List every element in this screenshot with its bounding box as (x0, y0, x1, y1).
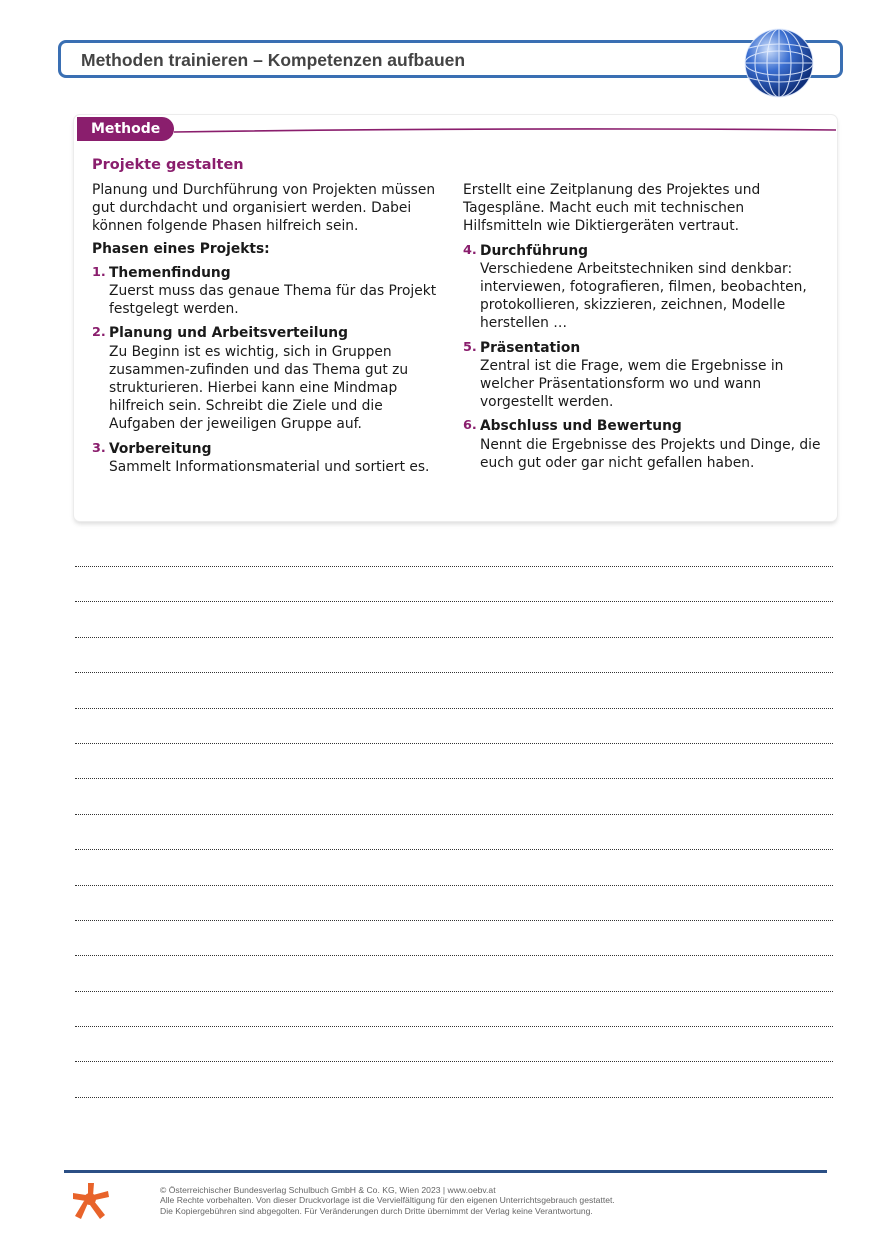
phase-text: Zu Beginn ist es wichtig, sich in Gruppen zusammen-zufinden und das Thema gut zu strukturieren. Hierbei kann eine Mindmap hilfreich sein. Schreibt die Ziele und die Aufgaben der jeweiligen Gruppe auf. (109, 343, 409, 433)
page-header (58, 40, 843, 78)
phase-number: 6. (463, 418, 477, 434)
globe-icon (742, 26, 816, 100)
writing-line[interactable] (75, 814, 833, 815)
phase-number: 2. (92, 325, 106, 341)
phase-text: Zentral ist die Frage, wem die Ergebnisse in welcher Präsentationsform wo und wann vorgestellt werden. (480, 357, 784, 411)
phase-number: 4. (463, 242, 477, 258)
phase-title: Durchführung (480, 242, 589, 259)
publisher-logo-icon (71, 1181, 111, 1221)
phase-text: Sammelt Informationsmaterial und sortiert es. (109, 458, 430, 475)
writing-line[interactable] (75, 920, 833, 921)
method-title: Projekte gestalten (92, 157, 244, 173)
writing-line[interactable] (75, 672, 833, 673)
footer-rule (64, 1170, 827, 1173)
phase-item (92, 264, 452, 319)
writing-lines (75, 566, 833, 1132)
footer-text (160, 1185, 615, 1216)
phase-item (92, 440, 452, 476)
phase-number: 1. (92, 264, 106, 280)
continuation-text: Erstellt eine Zeitplanung des Projektes und Tagespläne. Macht euch mit technischen Hilfsmitteln wie Diktiergeräten vertraut. (463, 182, 761, 235)
phase-title: Planung und Arbeitsverteilung (109, 325, 348, 342)
phase-title: Themenfindung (109, 264, 231, 281)
writing-line[interactable] (75, 566, 833, 567)
writing-line[interactable] (75, 849, 833, 850)
phase-item (463, 339, 823, 412)
writing-line[interactable] (75, 743, 833, 744)
phase-number: 3. (92, 440, 106, 456)
method-tag: Methode (77, 117, 174, 141)
phase-item (92, 324, 452, 433)
phase-title: Abschluss und Bewertung (480, 418, 682, 435)
method-box (74, 115, 837, 521)
intro-text: Planung und Durchführung von Projekten müssen gut durchdacht und organisiert werden. Dabei können folgende Phasen hilfreich sein. (92, 182, 436, 235)
writing-line[interactable] (75, 991, 833, 992)
phase-text: Verschiedene Arbeitstechniken sind denkbar: interviewen, fotografieren, filmen, beobachten, protokollieren, skizzieren, zeichnen, Modelle herstellen … (480, 260, 807, 332)
phase-item (463, 417, 823, 472)
left-column (92, 181, 452, 482)
writing-line[interactable] (75, 637, 833, 638)
phase-title: Vorbereitung (109, 440, 212, 457)
right-column (463, 181, 823, 478)
writing-line[interactable] (75, 1026, 833, 1027)
phase-title: Präsentation (480, 339, 581, 356)
header-title: Methoden trainieren – Kompetenzen aufbauen (81, 50, 466, 70)
writing-line[interactable] (75, 885, 833, 886)
phase-text: Nennt die Ergebnisse des Projekts und Dinge, die euch gut oder gar nicht gefallen haben. (480, 436, 821, 471)
footer-line: © Österreichischer Bundesverlag Schulbuch GmbH & Co. KG, Wien 2023 | www.oebv.at (160, 1185, 496, 1195)
footer-line: Alle Rechte vorbehalten. Von dieser Druckvorlage ist die Vervielfältigung für den eigenen Unterrichtsgebrauch gestattet. (160, 1195, 615, 1206)
writing-line[interactable] (75, 601, 833, 602)
phase-item (463, 242, 823, 333)
writing-line[interactable] (75, 708, 833, 709)
writing-line[interactable] (75, 1061, 833, 1062)
writing-line[interactable] (75, 1097, 833, 1098)
writing-line[interactable] (75, 778, 833, 779)
phase-number: 5. (463, 339, 477, 355)
footer-line: Die Kopiergebühren sind abgegolten. Für Veränderungen durch Dritte übernimmt der Verlag keine Verantwortung. (160, 1205, 593, 1216)
phase-text: Zuerst muss das genaue Thema für das Projekt festgelegt werden. (109, 283, 437, 318)
method-header-line (174, 123, 836, 137)
phases-subhead: Phasen eines Projekts: (92, 240, 270, 257)
writing-line[interactable] (75, 955, 833, 956)
